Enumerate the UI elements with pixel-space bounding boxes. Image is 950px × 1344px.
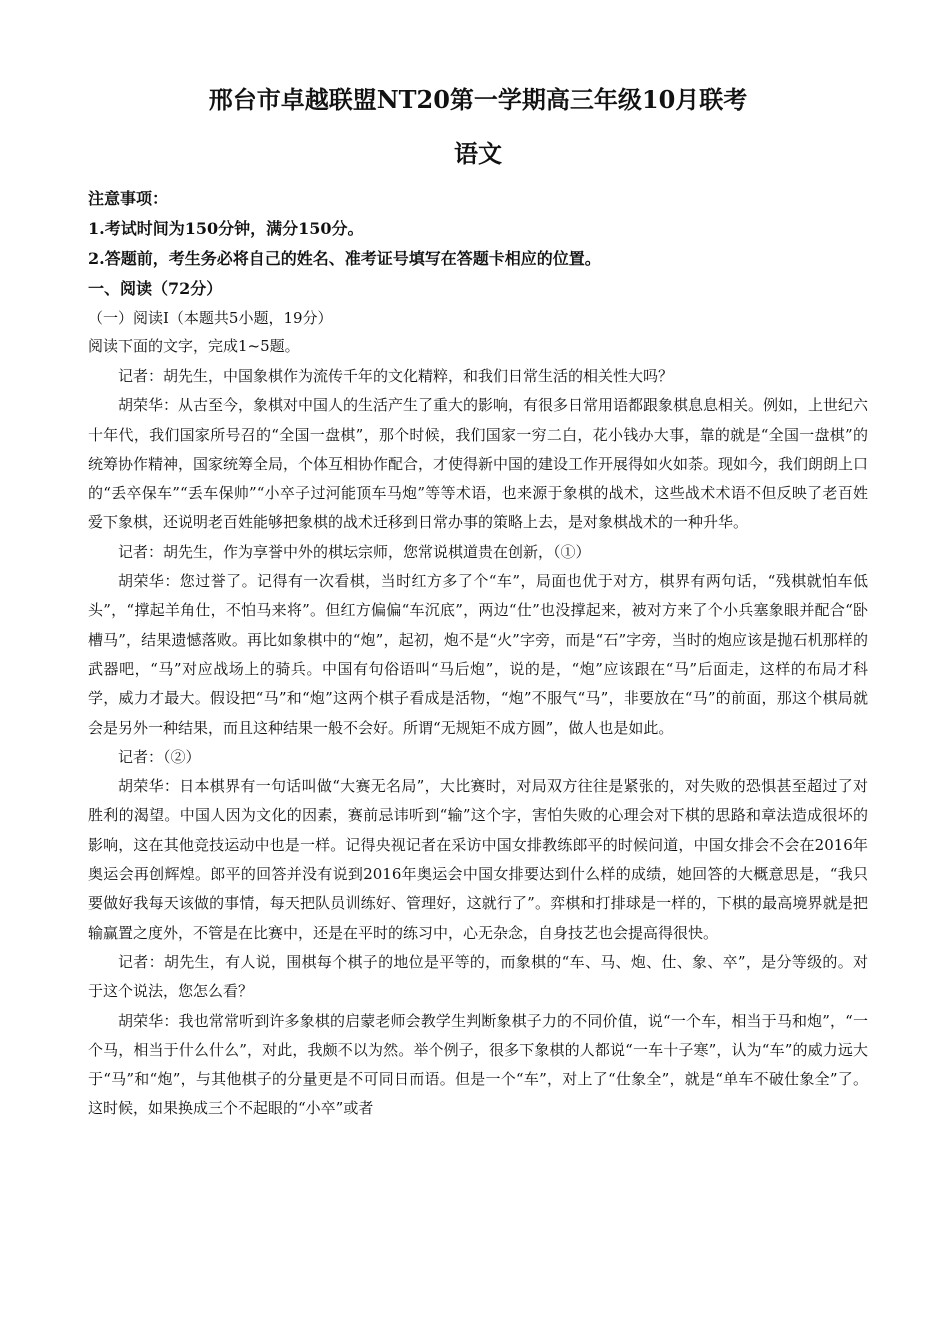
interview-paragraph: 记者：胡先生，中国象棋作为流传千年的文化精粹，和我们日常生活的相关性大吗？ bbox=[118, 367, 674, 385]
subject-title: 语文 bbox=[454, 139, 502, 168]
interview-paragraph: 记者：胡先生，作为享誉中外的棋坛宗师，您常说棋道贵在创新，（①） bbox=[118, 542, 591, 561]
notice-heading: 注意事项： bbox=[88, 189, 169, 208]
reading-instruction: 阅读下面的文字，完成1~5题。 bbox=[88, 337, 300, 355]
exam-title: 邢台市卓越联盟NT20第一学期高三年级10月联考 bbox=[208, 85, 748, 114]
interview-paragraph: 胡荣华：我也常常听到许多象棋的启蒙老师会教学生判断象棋子力的不同价值，说“一个车，相当于马和炮”，“一个马，相当于什么什么”，对此，我颇不以为然。举个例子，很多下象棋的人都说“一车十子寒”，认为“车”的威力远大于“马”和“炮”，与其他棋子的分量更是不可同日而语。但是一个“车”，对上了“仕象全”，就是“单车不破仕象全”了。这时候，如果换成三个不起眼的“小卒”或者 bbox=[88, 1011, 868, 1118]
interview-paragraph: 记者：（②） bbox=[118, 747, 201, 766]
interview-paragraph: 胡荣华：从古至今，象棋对中国人的生活产生了重大的影响，有很多日常用语都跟象棋息息相关。例如，上世纪六十年代，我们国家所号召的“全国一盘棋”，那个时候，我们国家一穷二白，花小钱办大事，靠的就是“全国一盘棋”的统筹协作精神，国家统筹全局，个体互相协作配合，才使得新中国的建设工作开展得如火如荼。现如今，我们朗朗上口的“丢卒保车”“丢车保帅”“小卒子过河能顶车马炮”等等术语，也来源于象棋的战术，这些战术术语不但反映了老百姓爱下象棋，还说明老百姓能够把象棋的战术迁移到日常办事的策略上去，是对象棋战术的一种升华。 bbox=[88, 396, 869, 532]
section-title: 一、阅读（72分） bbox=[88, 279, 223, 298]
notice-item: 1.考试时间为150分钟，满分150分。 bbox=[88, 219, 364, 238]
interview-paragraph: 胡荣华：日本棋界有一句话叫做“大赛无名局”，大比赛时，对局双方往往是紧张的，对失败的恐惧甚至超过了对胜利的渴望。中国人因为文化的因素，赛前忌讳听到“输”这个字，害怕失败的心理会对下棋的思路和章法造成很坏的影响，这在其他竞技运动中也是一样。记得央视记者在采访中国女排教练郎平的时候问道，中国女排会不会在2016年奥运会再创辉煌。郎平的回答并没有说到2016年奥运会中国女排要达到什么样的成绩，她回答的大概意思是，“我只要做好我每天该做的事情，每天把队员训练好、管理好，这就行了”。弈棋和打排球是一样的，下棋的最高境界就是把输赢置之度外，不管是在比赛中，还是在平时的练习中，心无杂念，自身技艺也会提高得很快。 bbox=[88, 777, 868, 942]
interview-paragraph: 胡荣华：您过誉了。记得有一次看棋，当时红方多了个“车”，局面也优于对方，棋界有两句话，“残棋就怕车低头”，“撑起羊角仕，不怕马来将”。但红方偏偏“车沉底”，两边“仕”也没撑起来，被对方来了个小兵塞象眼并配合“卧槽马”，结果遗憾落败。再比如象棋中的“炮”，起初，炮不是“火”字旁，而是“石”字旁，当时的炮应该是抛石机那样的武器吧，“马”对应战场上的骑兵。中国有句俗语叫“马后炮”，说的是，“炮”应该跟在“马”后面走，这样的布局才科学，威力才最大。假设把“马”和“炮”这两个棋子看成是活物，“炮”不服气“马”，非要放在“马”的前面，那这个棋局就会是另外一种结果，而且这种结果一般不会好。所谓“无规矩不成方圆”，做人也是如此。 bbox=[88, 572, 868, 737]
subsection-title: （一）阅读Ⅰ（本题共5小题，19分） bbox=[88, 309, 333, 327]
exam-page bbox=[88, 80, 868, 1124]
interview-paragraph: 记者：胡先生，有人说，围棋每个棋子的地位是平等的，而象棋的“车、马、炮、仕、象、卒”，是分等级的。对于这个说法，您怎么看？ bbox=[88, 952, 868, 1001]
notice-item: 2.答题前，考生务必将自己的姓名、准考证号填写在答题卡相应的位置。 bbox=[88, 249, 601, 268]
